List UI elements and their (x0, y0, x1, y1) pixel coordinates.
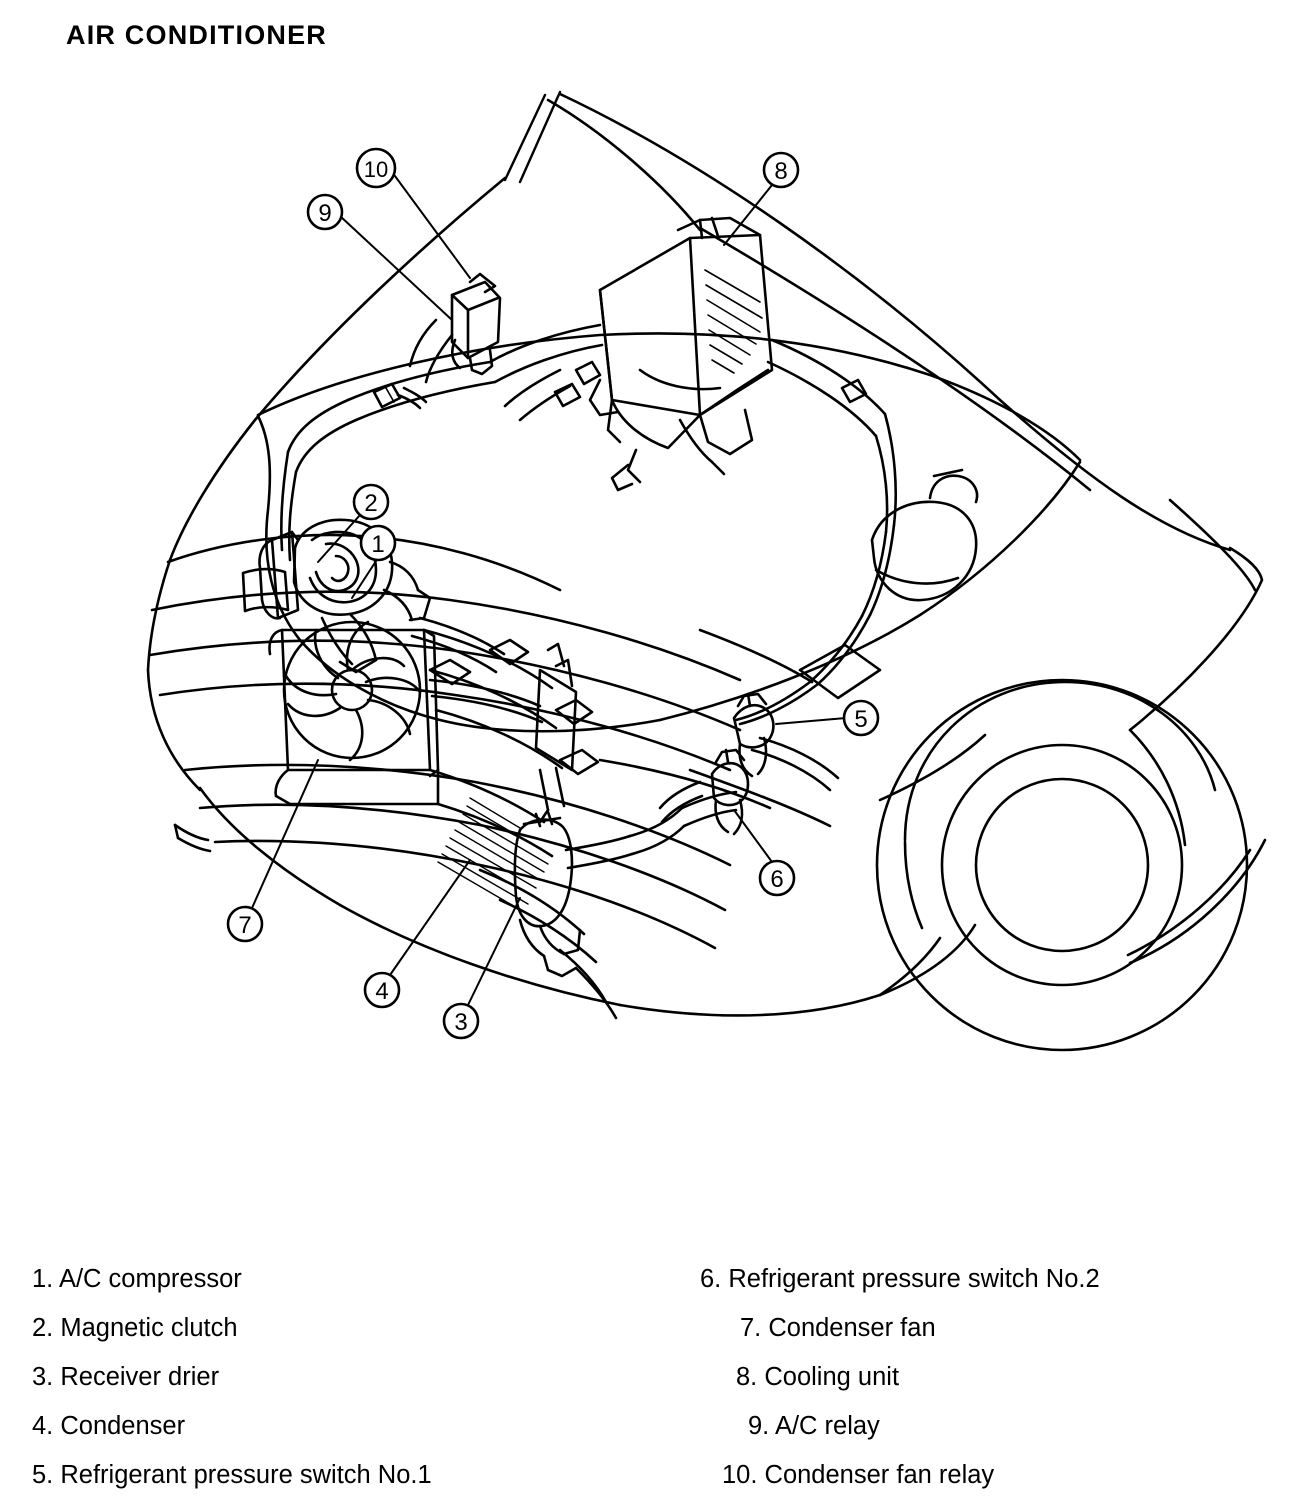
callout-1-label: 1 (371, 531, 385, 558)
callout-8 (764, 153, 798, 187)
callout-2 (354, 485, 388, 519)
callout-5-label: 5 (854, 706, 868, 733)
legend-item-1: 1. A/C compressor (32, 1265, 242, 1293)
legend-item-4: 4. Condenser (32, 1412, 186, 1440)
legend-item-7: 7. Condenser fan (740, 1314, 936, 1342)
callout-4-label: 4 (375, 978, 389, 1005)
callout-group (228, 149, 878, 1038)
page-title: AIR CONDITIONER (66, 20, 327, 50)
callout-7 (228, 907, 262, 941)
legend-item-10: 10. Condenser fan relay (722, 1461, 995, 1489)
legend-item-3: 3. Receiver drier (32, 1363, 220, 1391)
legend-item-5: 5. Refrigerant pressure switch No.1 (32, 1461, 432, 1489)
callout-9-label: 9 (318, 200, 332, 227)
callout-7-label: 7 (238, 912, 252, 939)
figure-svg (0, 70, 1312, 1170)
legend-column-right (700, 1255, 1312, 1500)
callout-10 (357, 149, 395, 187)
legend-item-2: 2. Magnetic clutch (32, 1314, 238, 1342)
air-conditioner-layout-figure (0, 70, 1312, 1170)
callout-3 (444, 1004, 478, 1038)
legend-item-9: 9. A/C relay (748, 1412, 880, 1440)
callout-5 (844, 701, 878, 735)
callout-8-label: 8 (774, 158, 788, 185)
legend-column-left (30, 1255, 650, 1500)
callout-3-label: 3 (454, 1009, 468, 1036)
callout-10-label: 10 (363, 157, 389, 182)
callout-6 (760, 861, 794, 895)
legend-item-6: 6. Refrigerant pressure switch No.2 (700, 1265, 1100, 1293)
callout-6-label: 6 (770, 866, 784, 893)
callout-9 (308, 195, 342, 229)
callout-4 (365, 973, 399, 1007)
legend-item-8: 8. Cooling unit (736, 1363, 900, 1391)
callout-2-label: 2 (364, 490, 378, 517)
legend (0, 1255, 1312, 1505)
callout-1 (361, 526, 395, 560)
